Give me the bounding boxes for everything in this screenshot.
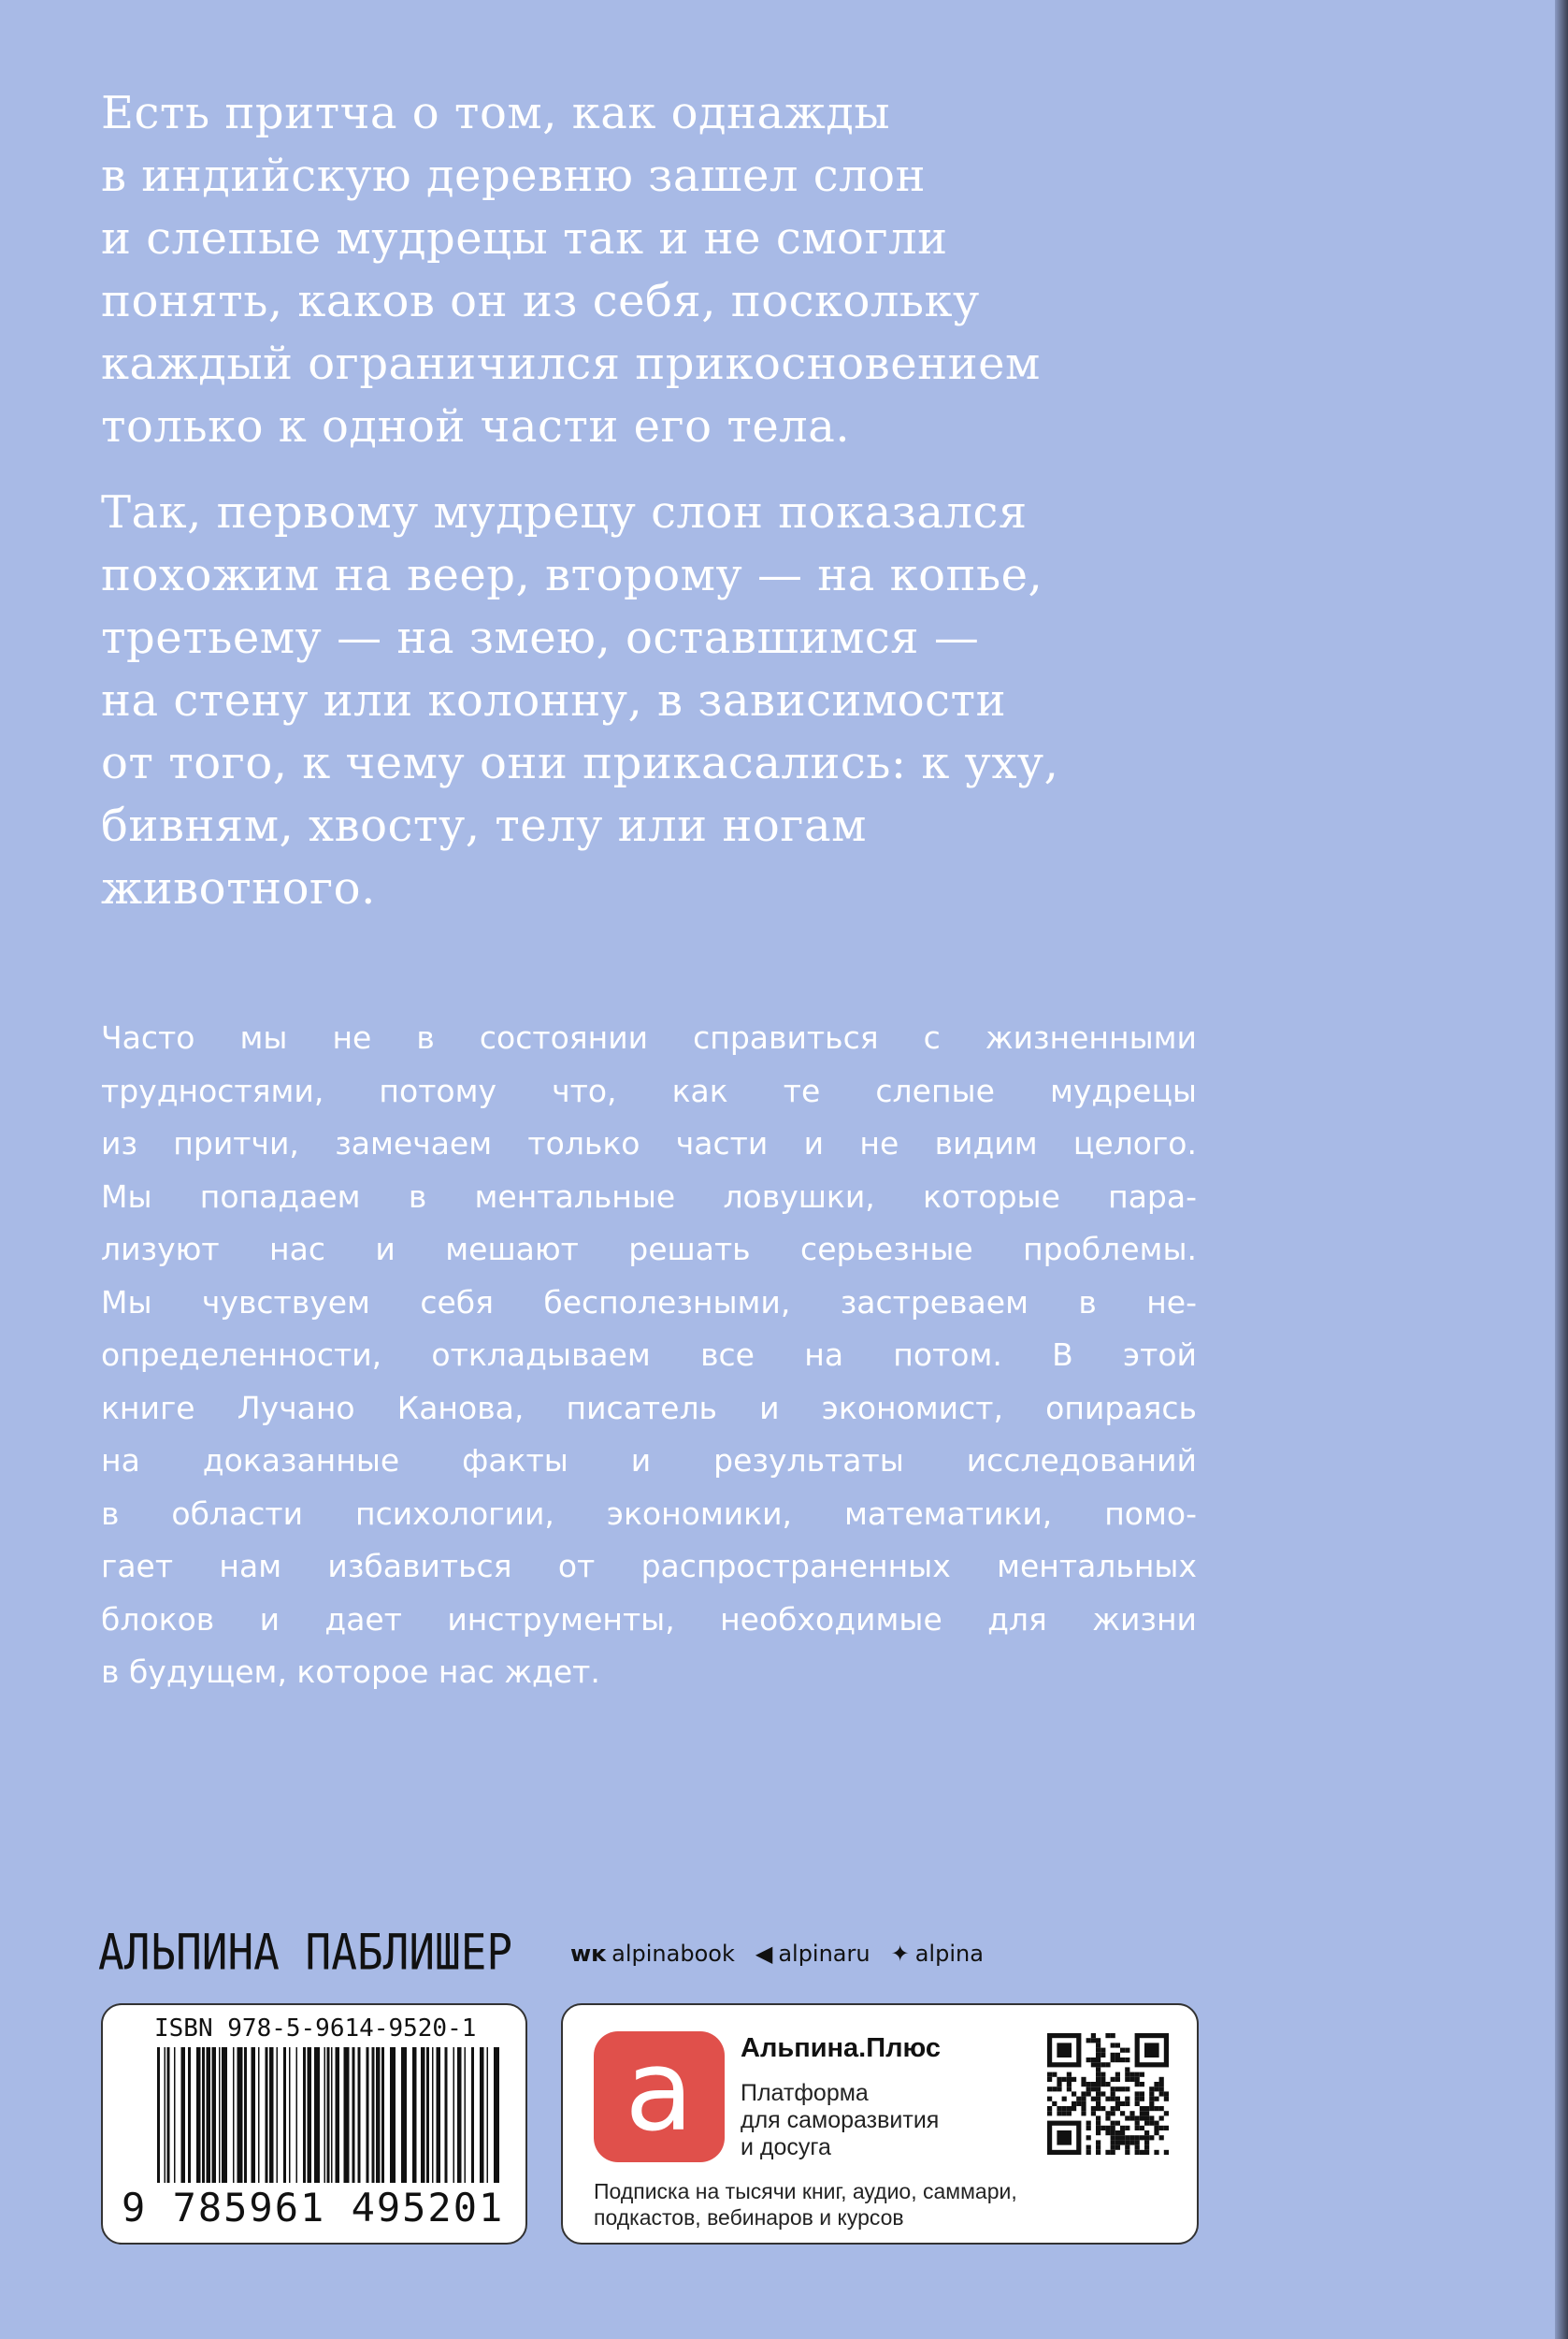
text-line: похожим на веер, второму — на копье, xyxy=(101,549,1043,601)
barcode-bar xyxy=(303,2047,306,2183)
barcode-bar xyxy=(344,2047,350,2183)
barcode-bar xyxy=(336,2047,340,2183)
social-label: alpina xyxy=(914,1941,984,1967)
text-line: Есть притча о том, как однажды xyxy=(101,87,891,139)
barcode-bar xyxy=(445,2047,448,2183)
book-description xyxy=(101,1012,1197,1699)
barcode-bar xyxy=(358,2047,361,2183)
alpina-plus-title: Альпина.Плюс xyxy=(741,2033,942,2063)
barcode-bar xyxy=(327,2047,330,2183)
barcode-bar xyxy=(412,2047,417,2183)
text-line: на стену или колонну, в зависимости xyxy=(101,674,1007,727)
barcode-bar xyxy=(277,2047,279,2183)
barcode-bar xyxy=(480,2047,484,2183)
barcode-bar xyxy=(453,2047,455,2183)
isbn-text: ISBN 978-5-9614-9520-1 xyxy=(154,2014,477,2043)
barcode-bar xyxy=(308,2047,312,2183)
qr-code-icon[interactable] xyxy=(1047,2033,1169,2155)
text-line: Подписка на тысячи книг, аудио, саммари, xyxy=(594,2179,1017,2203)
text-line: животного. xyxy=(101,862,376,915)
barcode-box xyxy=(101,2003,527,2245)
barcode-bar xyxy=(237,2047,243,2183)
barcode-bar xyxy=(352,2047,355,2183)
text-line: и досуга xyxy=(741,2134,831,2160)
social-label: alpinaru xyxy=(778,1941,870,1967)
text-line: Платформа xyxy=(741,2080,869,2106)
barcode-digits: 9 785961 495201 xyxy=(122,2185,505,2231)
barcode-bar xyxy=(174,2047,176,2183)
text-line: Так, первому мудрецу слон показался xyxy=(101,486,1028,539)
barcode-bar xyxy=(165,2047,166,2183)
barcode-bar xyxy=(258,2047,260,2183)
text-line: в индийскую деревню зашел слон xyxy=(101,150,926,202)
barcode-bar xyxy=(266,2047,268,2183)
text-line: книге Лучано Канова, писатель и экономист, опираясь xyxy=(101,1389,1197,1426)
barcode-bar xyxy=(202,2047,205,2183)
dzen-icon: ✦ xyxy=(890,1941,910,1967)
text-line: в области психологии, экономики, математики, помо- xyxy=(101,1494,1197,1532)
alpina-plus-subtitle xyxy=(741,2080,939,2161)
text-line: только к одной части его тела. xyxy=(101,400,851,453)
barcode-bar xyxy=(432,2047,434,2183)
barcode-bar xyxy=(457,2047,462,2183)
barcode-bar xyxy=(233,2047,235,2183)
telegram-icon: ◀ xyxy=(755,1941,773,1967)
text-line: и слепые мудрецы так и не смогли xyxy=(101,212,948,265)
barcode-bar xyxy=(296,2047,298,2183)
social-link[interactable] xyxy=(891,1941,984,1967)
barcode-bar xyxy=(426,2047,429,2183)
social-link[interactable] xyxy=(570,1941,735,1967)
barcode-bar xyxy=(289,2047,291,2183)
barcode-bar xyxy=(157,2047,160,2183)
barcode-bar xyxy=(167,2047,170,2183)
text-line: понять, каков он из себя, поскольку xyxy=(101,275,980,327)
barcode-bar xyxy=(421,2047,425,2183)
alpina-plus-footer xyxy=(594,2178,1017,2231)
barcode-bar xyxy=(376,2047,381,2183)
barcode-bar xyxy=(181,2047,186,2183)
vk-icon: ᴡĸ xyxy=(570,1941,607,1967)
text-line: Мы попадаем в ментальные ловушки, которые пара- xyxy=(101,1177,1197,1215)
barcode-bar xyxy=(331,2047,333,2183)
parable-paragraph-1 xyxy=(101,82,1223,458)
text-line: гает нам избавиться от распространенных ментальных xyxy=(101,1548,1197,1584)
barcode-bar xyxy=(324,2047,326,2183)
barcode-bar xyxy=(196,2047,201,2183)
barcode-bar xyxy=(212,2047,217,2183)
parable-paragraph-2 xyxy=(101,482,1223,920)
social-label: alpinabook xyxy=(611,1941,735,1967)
barcode-bar xyxy=(487,2047,489,2183)
text-line: от того, к чему они прикасались: к уху, xyxy=(101,737,1059,789)
barcode-bar xyxy=(222,2047,227,2183)
alpina-plus-logo-icon: a xyxy=(594,2031,725,2162)
barcode-icon xyxy=(157,2047,503,2183)
barcode-bar xyxy=(244,2047,247,2183)
text-line: каждый ограничился прикосновением xyxy=(101,338,1041,390)
book-spine-edge xyxy=(1555,0,1568,2339)
barcode-bar xyxy=(367,2047,369,2183)
barcode-bar xyxy=(219,2047,221,2183)
barcode-bar xyxy=(252,2047,256,2183)
barcode-bar xyxy=(269,2047,274,2183)
social-link[interactable] xyxy=(755,1941,870,1967)
text-line: бивням, хвосту, телу или ногам xyxy=(101,800,867,852)
barcode-bar xyxy=(188,2047,191,2183)
text-line: трудностями, потому что, как те слепые мудрецы xyxy=(101,1072,1197,1109)
barcode-bar xyxy=(401,2047,407,2183)
text-line: в будущем, которое нас ждет. xyxy=(101,1653,600,1690)
alpina-plus-box xyxy=(561,2003,1199,2245)
text-line: для саморазвития xyxy=(741,2107,940,2133)
text-line: блоков и дает инструменты, необходимые для жизни xyxy=(101,1600,1197,1638)
barcode-bar xyxy=(494,2047,499,2183)
barcode-bar xyxy=(390,2047,396,2183)
text-line: третьему — на змею, оставшимся — xyxy=(101,612,980,664)
barcode-bar xyxy=(465,2047,467,2183)
text-line: из притчи, замечаем только части и не видим целого. xyxy=(101,1125,1197,1162)
text-line: на доказанные факты и результаты исследований xyxy=(101,1442,1197,1479)
barcode-bar xyxy=(381,2047,384,2183)
barcode-bar xyxy=(372,2047,375,2183)
text-line: лизуют нас и мешают решать серьезные проблемы. xyxy=(101,1231,1197,1267)
barcode-bar xyxy=(471,2047,474,2183)
text-line: Мы чувствуем себя бесполезными, застреваем в не- xyxy=(101,1283,1197,1321)
barcode-bar xyxy=(207,2047,211,2183)
publisher-logo: АЛЬПИНА ПАБЛИШЕР xyxy=(98,1922,513,1982)
barcode-bar xyxy=(283,2047,286,2183)
barcode-bar xyxy=(314,2047,320,2183)
text-line: Часто мы не в состоянии справиться с жизненными xyxy=(101,1019,1197,1056)
text-line: подкастов, вебинаров и курсов xyxy=(594,2205,904,2230)
text-line: определенности, откладываем все на потом. В этой xyxy=(101,1336,1197,1373)
social-links xyxy=(570,1941,984,1967)
barcode-bar xyxy=(437,2047,441,2183)
